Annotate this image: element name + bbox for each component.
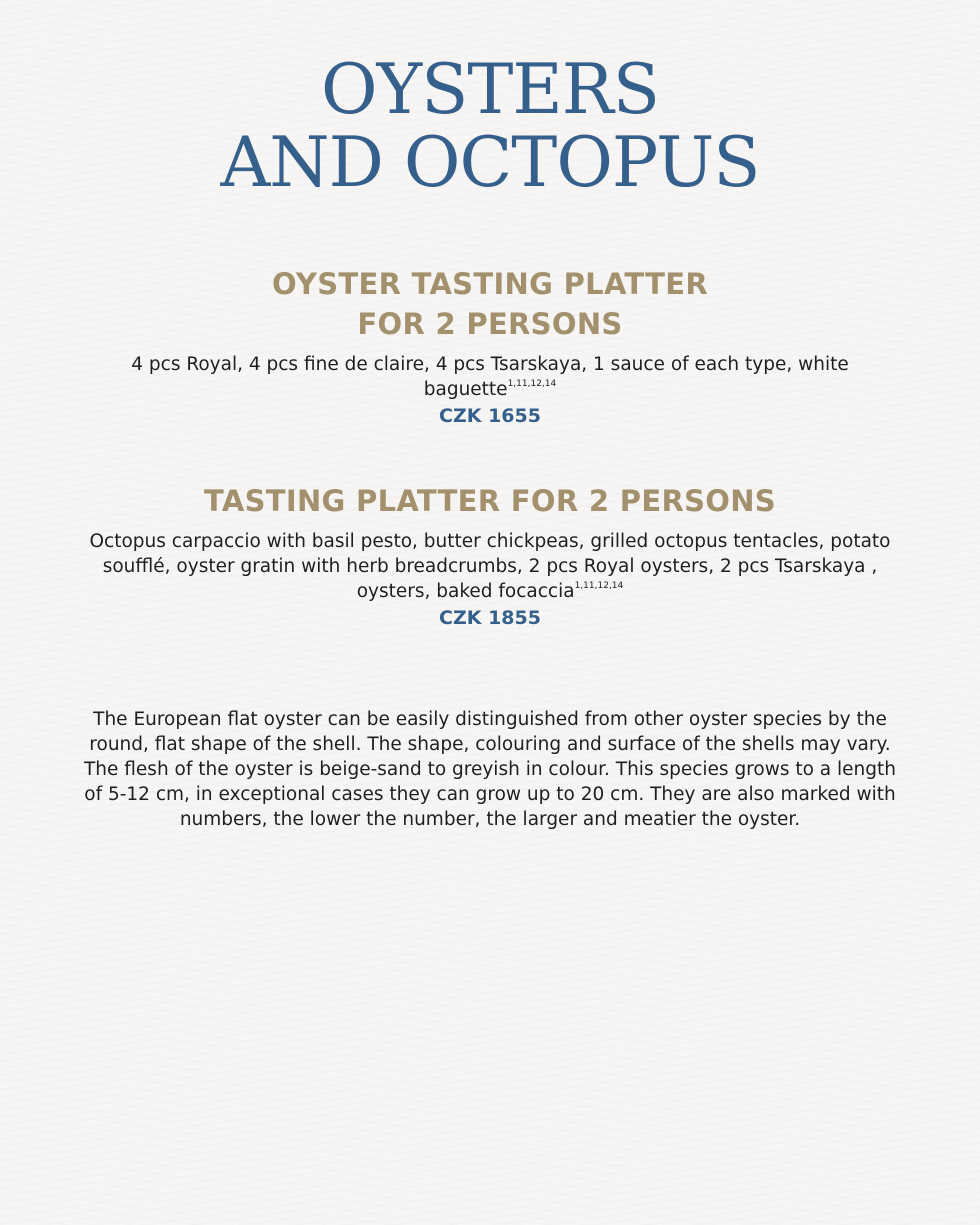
allergen-codes: 1,11,12,14 bbox=[574, 581, 624, 591]
item-heading: TASTING PLATTER FOR 2 PERSONS bbox=[204, 484, 776, 518]
item-price: CZK 1655 bbox=[439, 405, 541, 427]
page-title-line-1: OYSTERS bbox=[321, 50, 659, 130]
item-description bbox=[80, 352, 900, 402]
item-description-text: Octopus carpaccio with basil pesto, butter chickpeas, grilled octopus tentacles, potato soufflé, oyster gratin with herb breadcrumbs, 2 pcs Royal oysters, 2 pcs Tsarskaya , oysters, baked focaccia bbox=[89, 531, 891, 602]
page-title-line-2: AND OCTOPUS bbox=[220, 123, 760, 203]
item-heading-line-1: OYSTER TASTING PLATTER bbox=[271, 267, 709, 301]
allergen-codes: 1,11,12,14 bbox=[507, 379, 557, 389]
item-description bbox=[80, 529, 900, 604]
item-price: CZK 1855 bbox=[439, 607, 541, 629]
oyster-info-paragraph: The European flat oyster can be easily distinguished from other oyster species by the round, flat shape of the shell. The shape, colouring and surface of the shells may vary. The flesh of the oyster is beige-sand to greyish in colour. This species grows to a length of 5-12 cm, in exceptional cases they can grow up to 20 cm. They are also marked with numbers, the lower the number, the larger and meatier the oyster. bbox=[83, 709, 896, 830]
item-heading-line-2: FOR 2 PERSONS bbox=[357, 307, 623, 341]
item-description-text: 4 pcs Royal, 4 pcs fine de claire, 4 pcs Tsarskaya, 1 sauce of each type, white baguette bbox=[131, 354, 849, 400]
